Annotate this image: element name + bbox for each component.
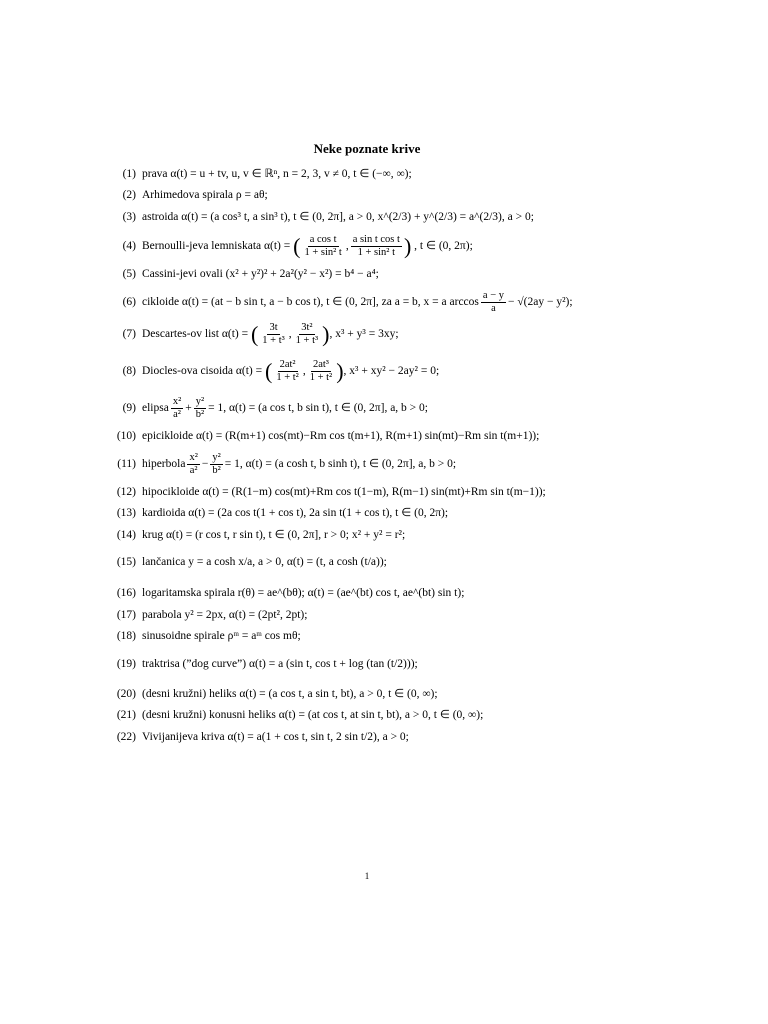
list-item (108, 211, 748, 224)
list-item (108, 556, 748, 569)
fraction (171, 396, 183, 421)
item-number: (12) (116, 486, 136, 498)
item-text: sinusoidne spirale ρᵐ = aᵐ cos mθ; (142, 630, 301, 642)
item-text: logaritamska spirala r(θ) = ae^(bθ); α(t) = (ae^(bt) cos t, ae^(bt) sin t); (142, 587, 465, 599)
fraction (294, 322, 321, 347)
item-number: (5) (122, 268, 136, 280)
numerator: x² (187, 452, 199, 465)
item-number: (17) (116, 609, 136, 621)
list-item (108, 587, 748, 600)
item-number: (16) (116, 587, 136, 599)
formula-prefix: hiperbola (142, 458, 186, 471)
list-item (108, 452, 748, 477)
list-item (108, 486, 748, 499)
list-item (108, 688, 748, 701)
formula-prefix: elipsa (142, 402, 169, 415)
list-item (108, 507, 748, 520)
item-number: (3) (122, 211, 136, 223)
item-number: (22) (116, 731, 136, 743)
fraction (260, 322, 287, 347)
item-text: lančanica y = a cosh x/a, a > 0, α(t) = (t, a cosh (t/a)); (142, 556, 387, 568)
item-text: epicikloide α(t) = (R(m+1) cos(mt)−Rm cos t(m+1), R(m+1) sin(mt)−Rm sin t(m+1)); (142, 430, 540, 442)
list-item (108, 322, 748, 347)
item-formula: Diocles-ova cisoida α(t) = ( $\frac{\text{2at²}}{\text{1 + t²}}$ , $\frac{\text{2at³}}{\text{1 + t²}}$ ), x³ + xy² − 2ay² = 0; (142, 358, 440, 384)
numerator: a cos t (308, 234, 339, 247)
numerator: a − y (481, 290, 506, 303)
page-number: 1 (364, 871, 370, 881)
denominator: a (491, 303, 496, 315)
formula-suffix: = 1, α(t) = (a cosh t, b sinh t), t ∈ (0, 2π], a, b > 0; (224, 458, 457, 471)
item-text: (desni kružni) heliks α(t) = (a cos t, a sin t, bt), a > 0, t ∈ (0, ∞); (142, 688, 438, 700)
item-text: astroida α(t) = (a cos³ t, a sin³ t), t ∈ (0, 2π], a > 0, x^(2/3) + y^(2/3) = a^(2/3), a > 0; (142, 211, 534, 223)
numerator: 2at² (278, 359, 298, 372)
item-number: (9) (122, 402, 136, 415)
formula-prefix: Descartes-ov list α(t) = (142, 328, 249, 341)
denominator: 1 + sin² t (357, 247, 395, 259)
formula-prefix: Diocles-ova cisoida α(t) = (142, 365, 263, 378)
operator: − (201, 458, 209, 471)
item-number: (11) (117, 458, 136, 471)
fraction (194, 396, 206, 421)
formula-suffix: − √(2ay − y²); (508, 296, 573, 309)
item-text: parabola y² = 2px, α(t) = (2pt², 2pt); (142, 609, 308, 621)
formula-suffix: , x³ + y³ = 3xy; (329, 328, 399, 341)
item-text: prava α(t) = u + tv, u, v ∈ ℝⁿ, n = 2, 3, v ≠ 0, t ∈ (−∞, ∞); (142, 168, 412, 180)
item-formula (142, 452, 456, 477)
list-item (108, 630, 748, 643)
list-item (108, 396, 748, 421)
item-text: kardioida α(t) = (2a cos t(1 + cos t), 2a sin t(1 + cos t), t ∈ (0, 2π); (142, 507, 449, 519)
list-item (108, 189, 748, 202)
list-item (108, 290, 748, 315)
list-item (108, 609, 748, 622)
formula-prefix: cikloide α(t) = (at − b sin t, a − b cos t), t ∈ (0, 2π], za a = b, x = a arccos (142, 296, 479, 309)
list-item (108, 529, 748, 542)
fraction (187, 452, 199, 477)
page-title: Neke poznate krive (313, 141, 421, 156)
item-number: (2) (122, 189, 136, 201)
item-number: (6) (122, 296, 136, 309)
item-formula: Bernoulli-jeva lemniskata α(t) = ( $\frac{\text{a cos t}}{\text{1 + sin² t}}$ , $\frac{\text{a sin t cos t}}{\text{1 + sin² t}}$ ) , t ∈ (0, 2π); (142, 233, 473, 259)
item-formula (142, 290, 573, 315)
operator: + (185, 402, 192, 415)
list-item (108, 430, 748, 443)
list-item (108, 234, 748, 259)
fraction (308, 359, 335, 384)
item-text: krug α(t) = (r cos t, r sin t), t ∈ (0, 2π], r > 0; x² + y² = r²; (142, 529, 406, 541)
denominator: a² (173, 409, 181, 421)
list-item (108, 168, 748, 181)
formula-suffix: , x³ + xy² − 2ay² = 0; (343, 365, 440, 378)
fraction (210, 452, 222, 477)
fraction (274, 359, 301, 384)
denominator: 1 + sin² t (304, 247, 342, 259)
item-number: (8) (122, 365, 136, 378)
list-item (108, 709, 748, 722)
numerator: y² (210, 452, 222, 465)
item-formula: Descartes-ov list α(t) = ( $\frac{3t}{\text{1 + t³}}$ , $\frac{\text{3t²}}{\text{1 + t³}}$ ), x³ + y³ = 3xy; (142, 321, 399, 347)
list-item (108, 268, 748, 281)
item-text: Cassini-jevi ovali (x² + y²)² + 2a²(y² − x²) = b⁴ − a⁴; (142, 268, 379, 280)
numerator: y² (194, 396, 206, 409)
denominator: 1 + t² (276, 372, 299, 384)
item-text: traktrisa (”dog curve”) α(t) = a (sin t, cos t + log (tan (t/2))); (142, 658, 418, 670)
item-number: (1) (122, 168, 136, 180)
fraction (351, 234, 402, 259)
denominator: 1 + t² (309, 372, 333, 384)
list-item (108, 359, 748, 384)
denominator: 1 + t³ (262, 335, 285, 347)
numerator: x² (171, 396, 183, 409)
item-number: (19) (116, 658, 136, 670)
formula-suffix: = 1, α(t) = (a cos t, b sin t), t ∈ (0, 2π], a, b > 0; (208, 402, 428, 415)
denominator: a² (189, 465, 198, 477)
denominator: b² (212, 465, 221, 477)
fraction (302, 234, 343, 259)
item-text: hipocikloide α(t) = (R(1−m) cos(mt)+Rm cos t(1−m), R(m−1) sin(mt)+Rm sin t(m−1)); (142, 486, 546, 498)
formula-suffix: , t ∈ (0, 2π); (414, 240, 473, 253)
item-formula (142, 396, 428, 421)
item-number: (20) (116, 688, 136, 700)
denominator: b² (195, 409, 205, 421)
item-text: Vivijanijeva kriva α(t) = a(1 + cos t, sin t, 2 sin t/2), a > 0; (142, 731, 409, 743)
item-number: (10) (116, 430, 136, 442)
fraction (481, 290, 506, 315)
numerator: a sin t cos t (351, 234, 402, 247)
item-number: (7) (122, 328, 136, 341)
item-text: Arhimedova spirala ρ = aθ; (142, 189, 268, 201)
item-text: (desni kružni) konusni heliks α(t) = (at cos t, at sin t, bt), a > 0, t ∈ (0, ∞); (142, 709, 484, 721)
list-item (108, 731, 748, 744)
item-number: (21) (116, 709, 136, 721)
item-number: (18) (116, 630, 136, 642)
numerator: 3t² (299, 322, 314, 335)
list-item (108, 658, 748, 671)
item-number: (15) (116, 556, 136, 568)
denominator: 1 + t³ (295, 335, 319, 347)
item-number: (4) (122, 240, 136, 253)
numerator: 2at³ (311, 359, 331, 372)
numerator: 3t (267, 322, 279, 335)
formula-prefix: Bernoulli-jeva lemniskata α(t) = (142, 240, 291, 253)
item-number: (13) (116, 507, 136, 519)
item-number: (14) (116, 529, 136, 541)
